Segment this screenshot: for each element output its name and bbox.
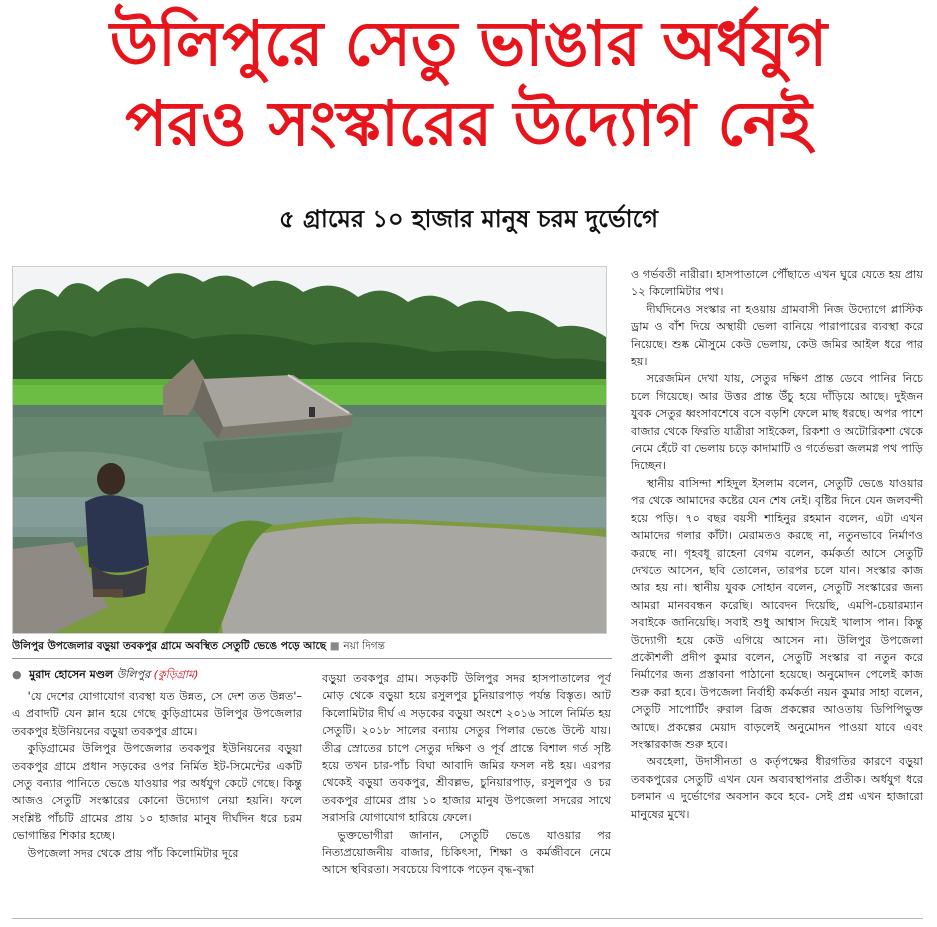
paragraph: 'যে দেশের যোগাযোগ ব্যবস্থা যত উন্নত, সে দেশ তত উন্নত'– এ প্রবাদটি যেন ম্লান হয়ে গেছে কুড়িগ্রামের উলিপুর উপজেলার তবকপুর ইউনিয়নের বড়ুয়া তবকপুর গ্রামে।	[12, 690, 302, 738]
byline-district: (কুড়িগ্রাম)	[153, 668, 199, 681]
subheadline: ৫ গ্রামের ১০ হাজার মানুষ চরম দুর্ভোগে	[279, 205, 658, 233]
article-column-1	[12, 688, 302, 916]
paragraph: স্থানীয় বাসিন্দা শহিদুল ইসলাম বলেন, সেতুটি ভেঙে যাওয়ার পর থেকে আমাদের কষ্টের যেন শেষ নেই। বৃষ্টির দিনে যেন জলবন্দী হয়ে পড়ি। ৭০ বছর বয়সী শাহিনুর রহমান বলেন, এটা এখন আমাদের গলার কাঁটা। মেরামতও করছে না, নতুনভাবে নির্মাণও করছে না। গৃহবধূ রাহেনা বেগম বলেন, কর্মকর্তা আসে সেতুটি দেখতে আসেন, ছবি তোলেন, তারপর চলে যান। সংস্কার কাজ আর হয় না। স্থানীয় যুবক সোহান বলেন, সেতুটি সংস্কারের জন্য আমরা মানববন্ধন করেছি। আবেদন দিয়েছি, এমপি-চেয়ারম্যান সবাইকে জানিয়েছি। সবাই শুধু আশ্বাস দিয়েই খালাস পান। কিন্তু উদ্যোগী হয়ে কেউ এগিয়ে আসেন না। উলিপুর উপজেলা প্রকৌশলী প্রদীপ কুমার বলেন, সেতুটি সংস্কার বা নতুন করে নির্মাণের জন্য প্রস্তাবনা পাঠানো হয়েছে। অনুমোদন পেলেই কাজ শুরু করা হবে। উপজেলা নির্বাহী কর্মকর্তা নয়ন কুমার সাহা বলেন, সেতুটি সাপোর্টিং রুরাল ব্রিজ প্রকল্পের আওতায় ডিপিপিভুক্ত আছে। প্রকল্পের মেয়াদ বাড়লেই অনুমোদন পাওয়া যাবে এবং সংস্কারকাজ শুরু হবে।	[631, 476, 923, 751]
paragraph: অবহেলা, উদাসীনতা ও কর্তৃপক্ষের ধীরগতির কারণে বড়ুয়া তবকপুরের সেতুটি এখন যেন অব্যবস্থাপনার প্রতীক। অর্ধযুগ ধরে চলমান এ দুর্ভোগের অবসান কবে হবে- সেই প্রশ্ন এখন হাজারো মানুষের মুখে।	[631, 755, 923, 821]
photo-credit: নয়া দিগন্ত	[343, 640, 385, 652]
divider	[12, 658, 612, 659]
photo-caption	[12, 639, 612, 656]
paragraph: উপজেলা সদর থেকে প্রায় পাঁচ কিলোমিটার দূরে	[27, 846, 239, 860]
byline-place: উলিপুর	[116, 668, 151, 681]
byline	[12, 666, 312, 685]
headline-line-1: উলিপুরে সেতু ভাঙার অর্ধযুগ	[109, 7, 828, 80]
bottom-divider	[12, 918, 923, 919]
square-bullet-icon: ■	[329, 640, 340, 652]
paragraph: সরেজমিন দেখা যায়, সেতুর দক্ষিণ প্রান্ত ডেবে পানির নিচে চলে গিয়েছে। আর উত্তর প্রান্ত উঁচু হয়ে দাঁড়িয়ে আছে। দুইজন যুবক সেতুর ধ্বংসাবশেষে বসে বড়শি ফেলে মাছ ধরছে। অপর পাশে বাজার থেকে ফিরতি যাত্রীরা সাইকেল, রিকশা ও অটোরিকশা থেকে নেমে হেঁটে বা ভেলায় চড়ে কাদামাটি ও গর্তেভরা জলমগ্ন পথ পাড়ি দিচ্ছেন।	[631, 372, 923, 473]
paragraph: দীর্ঘদিনেও সংস্কার না হওয়ায় গ্রামবাসী নিজ উদ্যোগে প্লাস্টিক ড্রাম ও বাঁশ দিয়ে অস্থায়ী ভেলা বানিয়ে পারাপারের ব্যবস্থা করে নিয়েছে। শুষ্ক মৌসুমে কেউ ভেলায়, কেউ জমির আইল ধরে পার হয়।	[631, 302, 923, 369]
photo-caption-text: উলিপুর উপজেলার বড়ুয়া তবকপুর গ্রামে অবস্থিত সেতুটি ভেঙে পড়ে আছে	[12, 640, 327, 652]
paragraph: বড়ুয়া তবকপুর গ্রাম। সড়কটি উলিপুর সদর হাসপাতালের পূর্ব মোড় থেকে বড়ুয়া হয়ে রসুলপুর চুনিয়ারপাড় পর্যন্ত বিস্তৃত। আট কিলোমিটার দীর্ঘ এ সড়কের বড়ুয়া অংশে ২০১৬ সালে নির্মিত হয় সেতুটি। ২০১৮ সালের বন্যায় সেতুর পিলার ভেঙে উল্টে যায়। তীব্র স্রোতের চাপে সেতুর দক্ষিণ ও পূর্ব প্রান্তে বিশাল গর্ত সৃষ্টি হয়ে তখন চার-পাঁচ বিঘা আবাদি জমির ফসল নষ্ট হয়। এরপর থেকেই বড়ুয়া তবকপুর, শ্রীবল্লভ, চুনিয়ারপাড়, রসুলপুর ও চর তবকপুর গ্রামের প্রায় ১০ হাজার মানুষ উপজেলা সদরের সাথে সরাসরি যোগাযোগ হারিয়ে ফেলে।	[322, 672, 611, 825]
headline	[0, 4, 937, 164]
headline-line-2: পরও সংস্কারের উদ্যোগ নেই	[125, 87, 812, 160]
article-column-3	[631, 266, 923, 916]
paragraph: ভুক্তভোগীরা জানান, সেতুটি ভেঙে যাওয়ার পর নিত্যপ্রয়োজনীয় বাজার, চিকিৎসা, শিক্ষা ও কর্মজীবনে নেমে আসে স্থবিরতা। সবচেয়ে বিপাকে পড়েন বৃদ্ধ-বৃদ্ধা	[322, 828, 611, 877]
paragraph: ও গর্ভবতী নারীরা। হাসপাতালে পৌঁছাতে এখন ঘুরে যেতে হয় প্রায় ১২ কিলোমিটার পথ।	[631, 268, 923, 299]
bullet-icon: ●	[12, 668, 22, 681]
paragraph: কুড়িগ্রামের উলিপুর উপজেলার তবকপুর ইউনিয়নের বড়ুয়া তবকপুর গ্রামে প্রধান সড়কের ওপর নির্মিত ইট-সিমেন্টের একটি সেতু বন্যার পানিতে ভেঙে যাওয়ার পর অর্ধযুগ কেটে গেছে। কিন্তু আজও সেতুটি সংস্কারের কোনো উদ্যোগ নেয়া হয়নি। ফলে সংশ্লিষ্ট পাঁচটি গ্রামের প্রায় ১০ হাজার মানুষ দীর্ঘদিন ধরে চরম ভোগান্তির শিকার হচ্ছে।	[12, 742, 302, 843]
article-column-2	[322, 670, 611, 916]
article-photo	[12, 266, 607, 634]
author-name: মুরাদ হোসেন মণ্ডল	[29, 668, 114, 681]
